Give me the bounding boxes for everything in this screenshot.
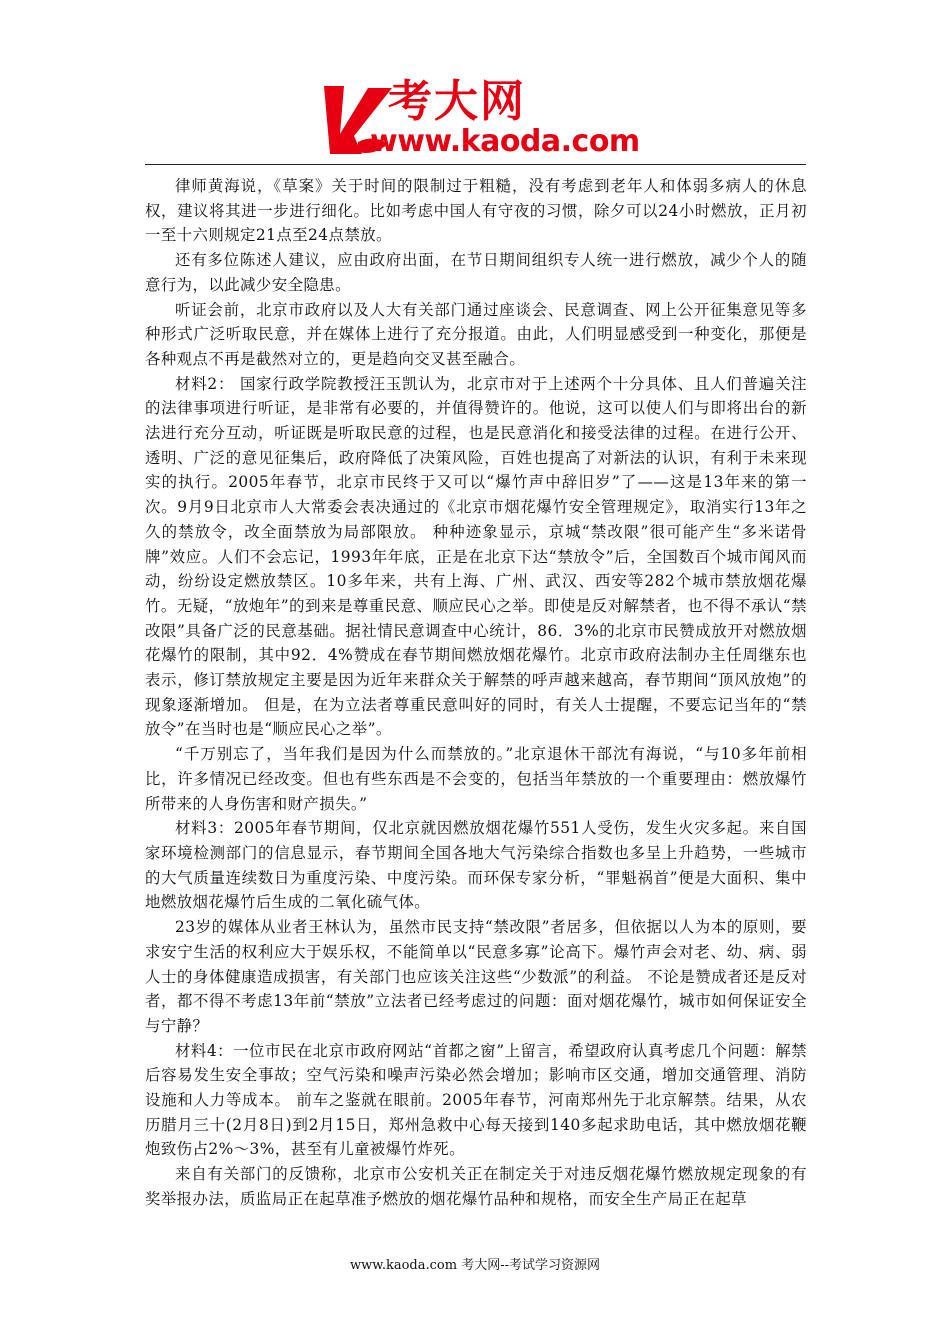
- paragraph: 23岁的媒体从业者王林认为，虽然市民支持“禁改限”者居多，但依据以人为本的原则，要求安宁生活的权利应大于娱乐权，不能简单以“民意多寡”论高下。爆竹声会对老、幼、病、弱人士的身体健康造成损害，有关部门也应该关注这些“少数派”的利益。 不论是赞成者还是反对者，都不得不考虑13年前“禁放”立法者已经考虑过的问题：面对烟花爆竹，城市如何保证安全与宁静？: [145, 918, 807, 1035]
- logo-url: www.kaoda.com: [370, 124, 640, 159]
- paragraph: 材料2： 国家行政学院教授汪玉凯认为，北京市对于上述两个十分具体、且人们普遍关注的法律事项进行听证，是非常有必要的，并值得赞许的。他说，这可以使人们与即将出台的新法进行充分互动，听证既是听取民意的过程，也是民意消化和接受法律的过程。在进行公开、透明、广泛的意见征集后，政府降低了决策风险，百姓也提高了对新法的认识，有利于未来现实的执行。2005年春节，北京市民终于又可以“爆竹声中辞旧岁”了——这是13年来的第一次。9月9日北京市人大常委会表决通过的《北京市烟花爆竹安全管理规定》，取消实行13年之久的禁放令，改全面禁放为局部限放。 种种迹象显示，京城“禁改限”很可能产生“多米诺骨牌”效应。人们不会忘记，1993年年底，正是在北京下达“禁放令”后，全国数百个城市闻风而动，纷纷设定燃放禁区。10多年来，共有上海、广州、武汉、西安等282个城市禁放烟花爆竹。无疑，“放炮年”的到来是尊重民意、顺应民心之举。即使是反对解禁者，也不得不承认“禁改限”具备广泛的民意基础。据社情民意调查中心统计，86．3%的北京市民赞成放开对燃放烟花爆竹的限制，其中92．4%赞成在春节期间燃放烟花爆竹。北京市政府法制办主任周继东也表示，修订禁放规定主要是因为近年来群众关于解禁的呼声越来越高，春节期间“顶风放炮”的现象逐渐增加。 但是，在为立法者尊重民意叫好的同时，有关人士提醒，不要忘记当年的“禁放令”在当时也是“顺应民心之举”。: [145, 374, 807, 739]
- logo-chinese-name: 考大网: [388, 76, 526, 127]
- paragraph: 律师黄海说，《草案》关于时间的限制过于粗糙，没有考虑到老年人和体弱多病人的休息权，建议将其进一步进行细化。比如考虑中国人有守夜的习惯，除夕可以24小时燃放，正月初一至十六则规定21点至24点禁放。: [145, 177, 807, 245]
- header-divider: [145, 164, 806, 165]
- paragraph: “千万别忘了，当年我们是因为什么而禁放的。”北京退休干部沈有海说，“与10多年前相比，许多情况已经改变。但也有些东西是不会变的，包括当年禁放的一个重要理由：燃放爆竹所带来的人身伤害和财产损失。”: [145, 745, 807, 813]
- paragraph: 听证会前，北京市政府以及人大有关部门通过座谈会、民意调查、网上公开征集意见等多种形式广泛听取民意，并在媒体上进行了充分报道。由此，人们明显感受到一种变化，那便是各种观点不再是截然对立的，更是趋向交叉甚至融合。: [145, 300, 807, 368]
- document-body: [145, 174, 807, 1212]
- paragraph: 来自有关部门的反馈称，北京市公安机关正在制定关于对违反烟花爆竹燃放规定现象的有奖举报办法，质监局正在起草准予燃放的烟花爆竹品种和规格，而安全生产局正在起草: [145, 1165, 807, 1208]
- paragraph: 材料3：2005年春节期间，仅北京就因燃放烟花爆竹551人受伤，发生火灾多起。来自国家环境检测部门的信息显示，春节期间全国各地大气污染综合指数也多呈上升趋势，一些城市的大气质量连续数日为重度污染、中度污染。而环保专家分析，“罪魁祸首”便是大面积、集中地燃放烟花爆竹后生成的二氧化硫气体。: [145, 819, 807, 912]
- site-logo[interactable]: [318, 76, 648, 160]
- paragraph: 材料4：一位市民在北京市政府网站“首都之窗”上留言，希望政府认真考虑几个问题：解禁后容易发生安全事故；空气污染和噪声污染必然会增加；影响市区交通，增加交通管理、消防设施和人力等成本。 前车之鉴就在眼前。2005年春节，河南郑州先于北京解禁。结果，从农历腊月三十(2月8日)到2月15日，郑州急救中心每天接到140多起求助电话，其中燃放烟花鞭炮致伤占2%～3%，甚至有儿童被爆竹炸死。: [145, 1041, 807, 1159]
- page-footer: www.kaoda.com 考大网--考试学习资源网: [350, 1258, 600, 1273]
- paragraph: 还有多位陈述人建议，应由政府出面，在节日期间组织专人统一进行燃放，减少个人的随意行为，以此减少安全隐患。: [145, 251, 807, 294]
